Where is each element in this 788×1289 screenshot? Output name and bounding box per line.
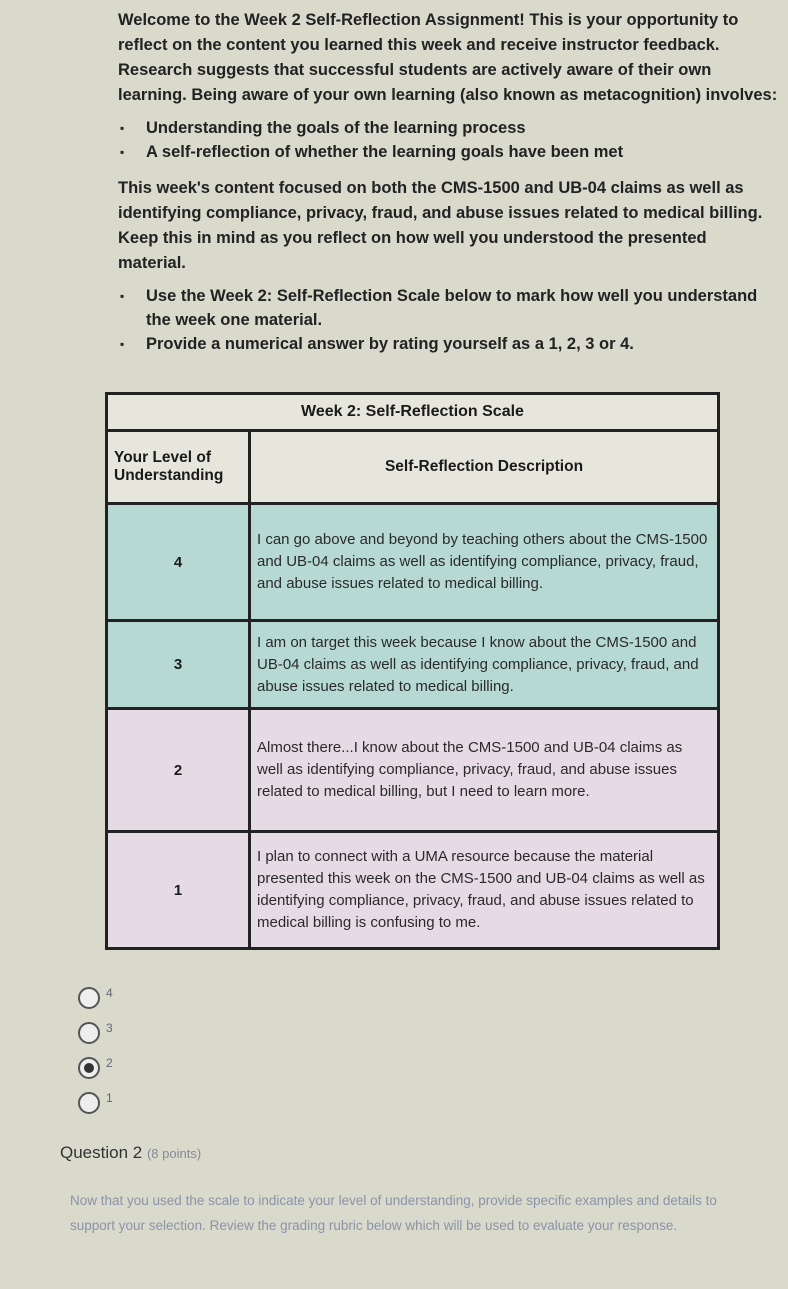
question-title: Question 2 bbox=[60, 1143, 143, 1162]
intro-bullets bbox=[118, 116, 778, 164]
table-row bbox=[107, 832, 719, 949]
radio-option-3[interactable] bbox=[78, 1015, 113, 1050]
radio-option-2[interactable] bbox=[78, 1050, 113, 1085]
level-cell: 1 bbox=[107, 832, 250, 949]
self-reflection-scale-table bbox=[105, 392, 720, 950]
radio-option-1[interactable] bbox=[78, 1085, 113, 1120]
radio-label: 3 bbox=[106, 1020, 113, 1035]
question-points: (8 points) bbox=[146, 1146, 202, 1161]
radio-button[interactable] bbox=[78, 987, 100, 1009]
table-row bbox=[107, 504, 719, 621]
question-2-text: Now that you used the scale to indicate your level of understanding, provide specific examples and details to support your selection. Review the grading rubric below which will be used to evaluate your response. bbox=[70, 1193, 717, 1233]
table-row bbox=[107, 621, 719, 709]
level-cell: 4 bbox=[107, 504, 250, 621]
description-cell: I am on target this week because I know about the CMS-1500 and UB-04 claims as well as identifying compliance, privacy, fraud, and abuse issues related to medical billing. bbox=[250, 621, 719, 709]
radio-label: 1 bbox=[106, 1090, 113, 1105]
description-cell: I can go above and beyond by teaching others about the CMS-1500 and UB-04 claims as well as identifying compliance, privacy, fraud, and abuse issues related to medical billing. bbox=[250, 504, 719, 621]
bullet-item: ▪ A self-reflection of whether the learning goals have been met bbox=[146, 140, 778, 164]
assignment-intro bbox=[118, 8, 778, 368]
level-cell: 3 bbox=[107, 621, 250, 709]
answer-radio-group bbox=[78, 980, 113, 1120]
intro-paragraph: Welcome to the Week 2 Self-Reflection Assignment! This is your opportunity to reflect on the content you learned this week and receive instructor feedback. Research suggests that successful students are actively aware of their own learning. Being aware of your own learning (also known as metacognition) involves: bbox=[118, 11, 778, 104]
description-cell: I plan to connect with a UMA resource because the material presented this week on the CMS-1500 and UB-04 claims as well as identifying compliance, privacy, fraud, and abuse issues related to medical billing is confusing to me. bbox=[250, 832, 719, 949]
bullet-item: ▪ Understanding the goals of the learning process bbox=[146, 116, 778, 140]
content-paragraph: This week's content focused on both the CMS-1500 and UB-04 claims as well as identifying compliance, privacy, fraud, and abuse issues related to medical billing. Keep this in mind as you reflect on how well you understood the presented material. bbox=[118, 179, 763, 272]
radio-button-selected[interactable] bbox=[78, 1057, 100, 1079]
radio-button[interactable] bbox=[78, 1092, 100, 1114]
radio-label: 2 bbox=[106, 1055, 113, 1070]
radio-button[interactable] bbox=[78, 1022, 100, 1044]
header-description: Self-Reflection Description bbox=[250, 431, 719, 504]
bullet-item: ▪ Provide a numerical answer by rating yourself as a 1, 2, 3 or 4. bbox=[146, 332, 778, 356]
table-row bbox=[107, 709, 719, 832]
instruction-bullets bbox=[118, 284, 778, 356]
header-level: Your Level of Understanding bbox=[107, 431, 250, 504]
level-cell: 2 bbox=[107, 709, 250, 832]
radio-label: 4 bbox=[106, 985, 113, 1000]
question-2-heading bbox=[60, 1143, 201, 1163]
bullet-item: ▪ Use the Week 2: Self-Reflection Scale below to mark how well you understand the week one material. bbox=[146, 284, 778, 332]
table-title: Week 2: Self-Reflection Scale bbox=[107, 394, 719, 431]
description-cell: Almost there...I know about the CMS-1500 and UB-04 claims as well as identifying compliance, privacy, fraud, and abuse issues related to medical billing, but I need to learn more. bbox=[250, 709, 719, 832]
radio-option-4[interactable] bbox=[78, 980, 113, 1015]
